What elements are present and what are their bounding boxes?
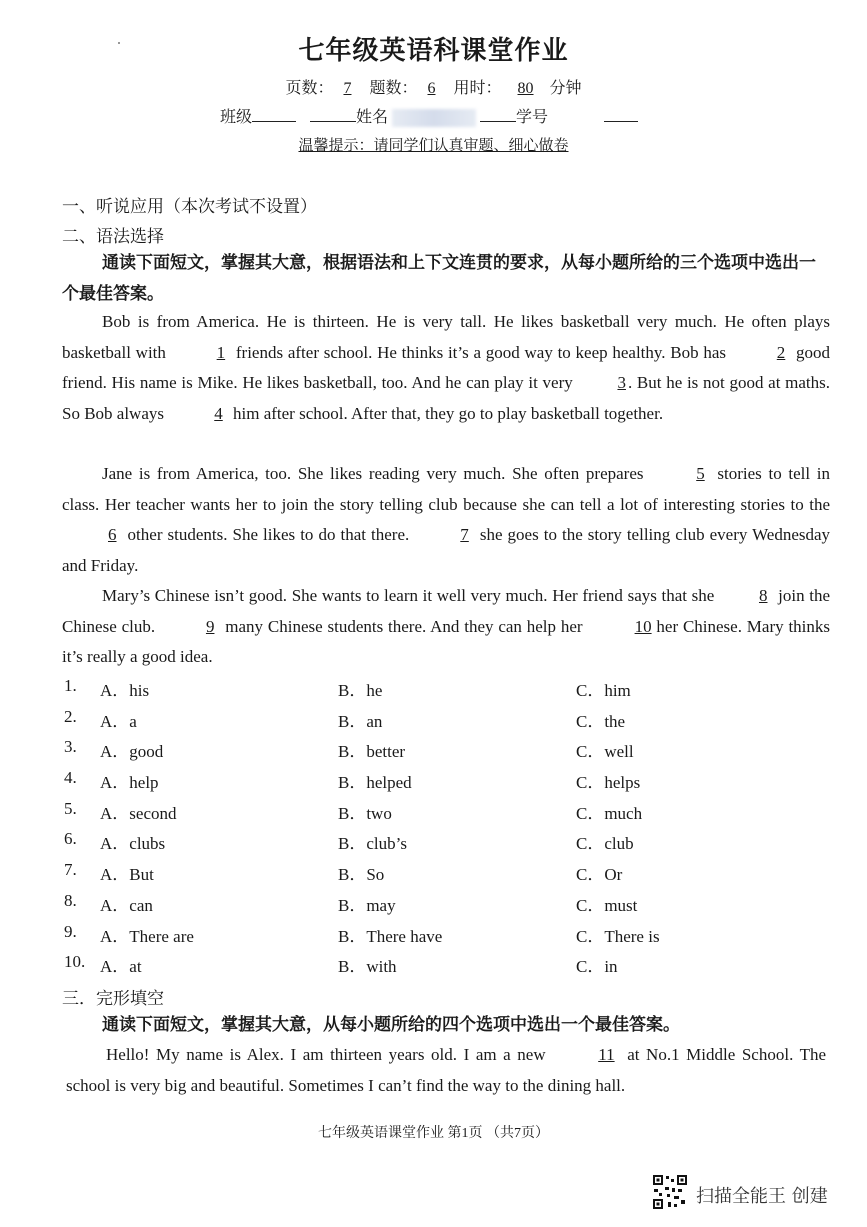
blank-5: 5 bbox=[696, 464, 705, 483]
class-field[interactable] bbox=[252, 107, 296, 122]
option-row bbox=[64, 829, 844, 860]
number-field[interactable] bbox=[604, 107, 638, 122]
page-title: 七年级英语科课堂作业 bbox=[298, 36, 569, 65]
option-c: C．in bbox=[576, 957, 618, 977]
option-a: A．a bbox=[100, 711, 137, 731]
scanner-watermark: 扫描全能王 创建 bbox=[696, 1186, 828, 1207]
question-number: 5. bbox=[64, 798, 77, 818]
blank-11: 11 bbox=[598, 1045, 615, 1064]
option-b: B．club’s bbox=[338, 834, 407, 854]
option-row bbox=[64, 891, 844, 922]
student-id-line bbox=[220, 104, 638, 127]
option-a: A．help bbox=[100, 773, 159, 793]
time-unit: 分钟 bbox=[549, 80, 582, 97]
question-number: 6. bbox=[64, 829, 77, 849]
option-a: A．his bbox=[100, 681, 150, 700]
passage-text: other students. She likes to do that there. bbox=[127, 525, 410, 544]
passage-paragraph-2 bbox=[62, 459, 830, 581]
name-label: 姓名 bbox=[356, 109, 389, 126]
passage-2-paragraph bbox=[66, 1040, 826, 1101]
class-field-extra bbox=[310, 107, 356, 122]
option-row bbox=[64, 860, 844, 891]
passage-paragraph-1 bbox=[62, 307, 830, 429]
blank-3: 3 bbox=[617, 373, 626, 392]
questions-label: 题数： bbox=[369, 80, 418, 97]
question-number: 2. bbox=[64, 706, 77, 726]
passage-text: at No.1 Middle School. The school is very big and beautiful. Sometimes I can’t find the way to the dining hall. bbox=[66, 1045, 827, 1095]
passage-text: him after school. After that, they go to play basketball together. bbox=[233, 403, 664, 423]
option-b: B．two bbox=[338, 803, 392, 823]
option-b: B．So bbox=[338, 865, 385, 885]
blank-4: 4 bbox=[214, 403, 223, 423]
option-row bbox=[64, 922, 844, 953]
option-c: C．the bbox=[576, 711, 626, 731]
section-2-instruction: 通读下面短文，掌握其大意，根据语法和上下文连贯的要求，从每小题所给的三个选项中选出一个最佳答案。 bbox=[62, 253, 816, 303]
qr-code-icon bbox=[652, 1174, 688, 1210]
option-a: A．clubs bbox=[100, 834, 166, 854]
questions-value: 6 bbox=[427, 80, 436, 97]
option-row bbox=[64, 799, 844, 830]
option-a: A．second bbox=[100, 803, 177, 823]
option-b: B．he bbox=[338, 681, 383, 700]
section-3-heading: 三．完形填空 bbox=[62, 989, 164, 1008]
option-row bbox=[64, 952, 844, 983]
section-3-instruction: 通读下面短文，掌握其大意，从每小题所给的四个选项中选出一个最佳答案。 bbox=[102, 1015, 680, 1034]
blank-9: 9 bbox=[205, 616, 215, 636]
option-c: C．well bbox=[576, 742, 634, 762]
option-a: A．But bbox=[100, 865, 154, 885]
option-c: C．must bbox=[576, 895, 638, 915]
question-number: 4. bbox=[64, 768, 77, 788]
passage-text: Bob is from America. He is thirteen. He is very tall. He likes basketball very much. He often plays basketball with bbox=[62, 312, 830, 362]
option-b: B．an bbox=[338, 711, 383, 731]
blank-8: 8 bbox=[758, 586, 768, 605]
passage-text: she goes to the story telling club every Wednesday and Friday. bbox=[62, 525, 831, 575]
option-b: B．with bbox=[338, 957, 397, 977]
redacted-name bbox=[392, 109, 476, 127]
question-number: 3. bbox=[64, 737, 77, 757]
question-number: 8. bbox=[64, 890, 77, 910]
blank-1: 1 bbox=[216, 342, 226, 362]
option-c: C．club bbox=[576, 834, 634, 854]
passage-text: Hello! My name is Alex. I am thirteen years old. I am a new bbox=[106, 1045, 546, 1064]
blank-6: 6 bbox=[108, 525, 117, 544]
name-field[interactable] bbox=[480, 107, 516, 122]
meta-line bbox=[0, 75, 867, 98]
pages-label: 页数： bbox=[285, 80, 334, 97]
passage-text: join the Chinese club. bbox=[62, 586, 831, 636]
question-number: 1. bbox=[64, 676, 77, 695]
blank-2: 2 bbox=[776, 342, 786, 362]
options-list bbox=[64, 676, 844, 983]
option-a: A．at bbox=[100, 957, 142, 977]
option-c: C．helps bbox=[576, 773, 641, 793]
question-number: 9. bbox=[64, 921, 77, 941]
option-row bbox=[64, 707, 844, 738]
passage-text: her Chinese. Mary thinks it’s really a good idea. bbox=[62, 616, 830, 666]
passage-text: stories to tell in class. Her teacher wants her to join the story telling club because she can tell a lot of interesting stories to the bbox=[62, 464, 831, 514]
time-value: 80 bbox=[517, 80, 534, 97]
passage-text: friends after school. He thinks it’s a good way to keep healthy. Bob has bbox=[235, 342, 727, 362]
passage-text: good friend. His name is Mike. He likes basketball, too. And he can play it very bbox=[62, 342, 831, 392]
option-b: B．There have bbox=[338, 926, 443, 946]
passage-text: many Chinese students there. And they can help her bbox=[225, 616, 583, 636]
passage-text: Mary’s Chinese isn’t good. She wants to learn it well very much. Her friend says that she bbox=[102, 586, 715, 605]
option-c: C．Or bbox=[576, 865, 623, 885]
question-number: 10. bbox=[64, 952, 86, 972]
pages-value: 7 bbox=[343, 80, 352, 97]
option-a: A．There are bbox=[100, 926, 194, 946]
class-label: 班级 bbox=[220, 109, 253, 126]
number-label: 学号 bbox=[516, 109, 549, 126]
option-b: B．better bbox=[338, 742, 406, 762]
passage-paragraph-3 bbox=[62, 581, 830, 673]
option-c: C．him bbox=[576, 681, 631, 700]
section-1-heading: 一、听说应用（本次考试不设置） bbox=[62, 197, 317, 216]
option-b: B．may bbox=[338, 895, 396, 915]
page-footer: 七年级英语课堂作业 第1页 （共7页） bbox=[318, 1126, 549, 1141]
option-c: C．much bbox=[576, 803, 643, 823]
blank-10: 10 bbox=[634, 616, 652, 636]
option-row bbox=[64, 737, 844, 768]
option-b: B．helped bbox=[338, 773, 412, 793]
option-row bbox=[64, 676, 844, 707]
tip-text: 温馨提示：请同学们认真审题、细心做卷 bbox=[298, 138, 569, 154]
blank-7: 7 bbox=[460, 525, 469, 544]
time-label: 用时： bbox=[453, 80, 502, 97]
passage-text: Jane is from America, too. She likes reading very much. She often prepares bbox=[102, 464, 644, 483]
option-a: A．good bbox=[100, 742, 164, 762]
option-c: C．There is bbox=[576, 926, 660, 946]
option-a: A．can bbox=[100, 895, 153, 915]
passage-text: . But he is not good at maths. So Bob always bbox=[62, 373, 831, 423]
option-row bbox=[64, 768, 844, 799]
question-number: 7. bbox=[64, 860, 77, 880]
section-2-heading: 二、语法选择 bbox=[62, 227, 164, 246]
